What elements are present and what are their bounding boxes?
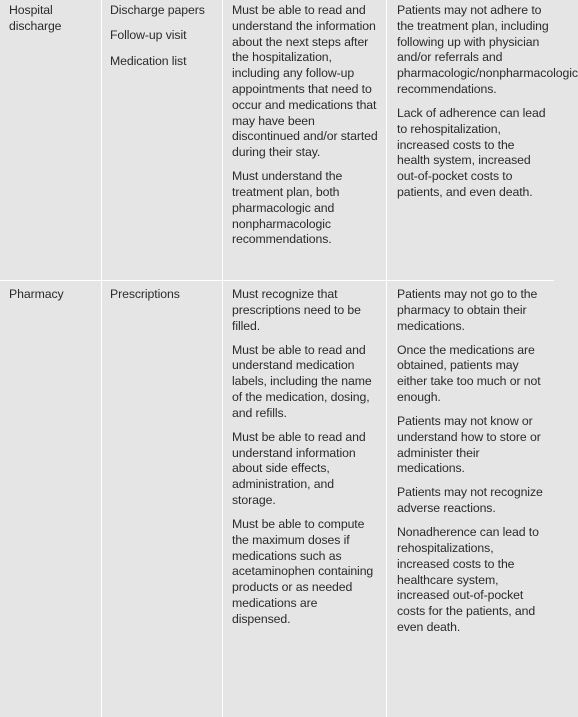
risk-item: Nonadherence can lead to rehospitalizations, increased costs to the healthcare system, increased out-of-pocket costs for the patients, and even death. [397,525,539,634]
skill-item: Must be able to read and understand the information about the next steps after the hospitalization, including any follow-up appointments that need to occur and medications that may have been discontinued and/or started during their stay. [232,3,378,160]
setting-label: Pharmacy [9,287,64,301]
material-item: Prescriptions [110,287,180,301]
risk-item: Lack of adherence can lead to rehospitalization, increased costs to the health system, increased out-of-pocket costs to patients, and even death. [397,105,546,199]
materials-cell-pharmacy [110,287,220,303]
risk-item: Patients may not adhere to the treatment plan, including following up with physician and/or referrals and pharmacologic/nonpharmacologic recommendations. [397,3,578,96]
skill-item: Must be able to compute the maximum doses if medications such as acetaminophen containing products or as needed medications are dispensed. [232,516,374,626]
risk-item: Patients may not recognize adverse reactions. [397,485,543,516]
column-divider [386,0,387,717]
setting-cell-hospital-discharge [9,3,97,35]
setting-cell-pharmacy [9,287,97,303]
skills-cell-pharmacy [232,287,378,628]
risk-item: Patients may not know or understand how to store or administer their medications. [397,413,541,476]
row-divider [0,280,554,281]
risk-item: Patients may not go to the pharmacy to obtain their medications. [397,287,538,333]
risk-item: Once the medications are obtained, patients may either take too much or not enough. [397,342,541,404]
material-item: Discharge papers [110,3,205,17]
material-item: Follow-up visit [110,28,187,43]
risks-cell-pharmacy [397,287,549,636]
materials-cell-hospital-discharge [110,3,220,70]
material-item: Medication list [110,53,187,68]
risks-cell-hospital-discharge [397,3,578,201]
column-divider [222,0,223,717]
skill-item: Must recognize that prescriptions need to be filled. [232,287,361,333]
skill-item: Must be able to read and understand medication labels, including the name of the medication, dosing, and refills. [232,342,372,420]
setting-label: Hospital discharge [9,3,62,33]
column-divider [101,0,102,717]
skills-cell-hospital-discharge [232,3,378,248]
skill-item: Must be able to read and understand information about side effects, administration, and storage. [232,429,366,507]
skill-item: Must understand the treatment plan, both pharmacologic and nonpharmacologic recommendations. [232,169,343,247]
